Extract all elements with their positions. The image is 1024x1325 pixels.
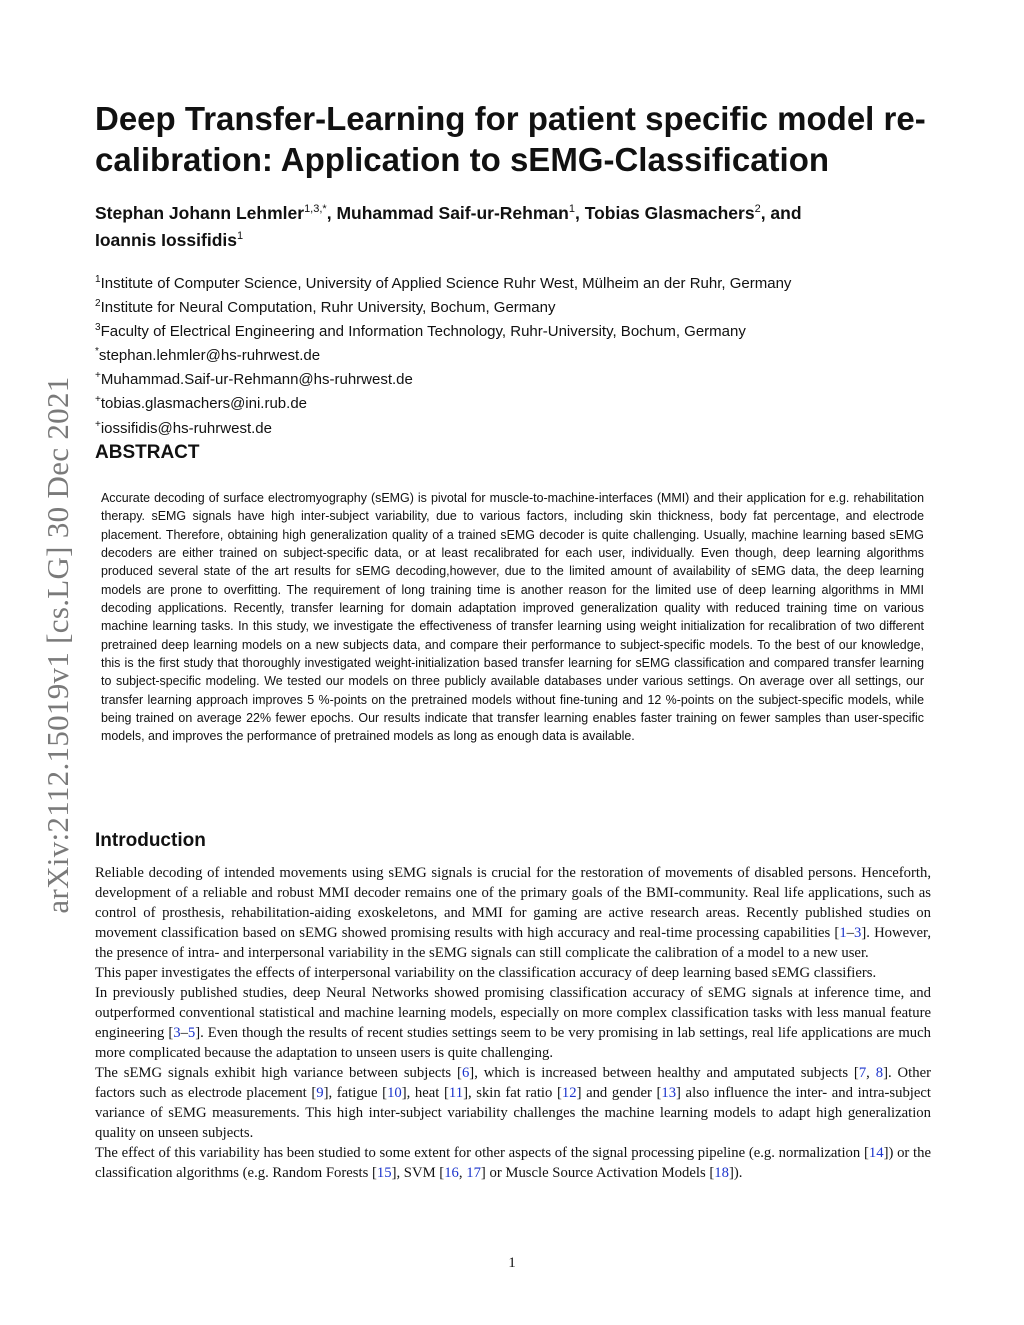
citation-link[interactable]: 13 <box>661 1085 677 1101</box>
author-affiliation-mark: 1,3,* <box>304 203 327 215</box>
paragraph-text: – <box>846 925 855 941</box>
paragraph-text: ]). <box>728 1165 743 1181</box>
citation-link[interactable]: 14 <box>868 1145 884 1161</box>
affiliation-line <box>95 390 955 414</box>
affiliation-text: Muhammad.Saif-ur-Rehmann@hs-ruhrwest.de <box>100 371 413 389</box>
paragraph-text: The sEMG signals exhibit high variance between subjects [ <box>95 1065 462 1081</box>
citation-link[interactable]: 17 <box>466 1165 481 1181</box>
citation-link[interactable]: 15 <box>376 1165 392 1181</box>
affiliation-line <box>95 415 955 439</box>
citation-link[interactable]: 5 <box>187 1025 196 1041</box>
citation-link[interactable]: 18 <box>714 1165 729 1181</box>
introduction-heading: Introduction <box>95 830 206 851</box>
paragraph-text: ], fatigue [ <box>323 1085 388 1101</box>
author-name: Stephan Johann Lehmler <box>95 202 305 223</box>
affiliation-line <box>95 366 955 390</box>
affiliation-mark: * <box>95 346 99 358</box>
paragraph-text: ]) or the classification algorithms (e.g. Random Forests [ <box>95 1145 931 1181</box>
citation-link[interactable]: 7 <box>858 1065 867 1081</box>
paragraph-text: ]. Other factors such as electrode placement [ <box>95 1065 931 1101</box>
affiliation-text: tobias.glasmachers@ini.rub.de <box>100 395 308 413</box>
author-separator: , and <box>760 202 802 223</box>
affiliation-line <box>95 270 955 294</box>
paragraph-text: , <box>866 1065 876 1081</box>
affiliation-mark: 2 <box>95 298 101 310</box>
paragraph-text: In previously published studies, deep Neural Networks showed promising classification accuracy of sEMG signals at inference time, and outperformed conventional statistical and machine learning models, especially on more complex classification tasks with less manual feature engineering [ <box>95 985 931 1041</box>
affiliation-text: stephan.lehmler@hs-ruhrwest.de <box>98 347 321 365</box>
citation-link[interactable]: 12 <box>561 1085 577 1101</box>
affiliation-mark: + <box>95 394 101 406</box>
page-number: 1 <box>508 1255 516 1271</box>
paragraph-text: The effect of this variability has been studied to some extent for other aspects of the signal processing pipeline (e.g. normalization [ <box>95 1145 869 1161</box>
paragraph-text: ], SVM [ <box>391 1165 445 1181</box>
citation-link[interactable]: 3 <box>854 925 862 941</box>
paragraph-text: This paper investigates the effects of interpersonal variability on the classification accuracy of deep learning based sEMG classifiers. <box>95 965 877 981</box>
affiliation-text: iossifidis@hs-ruhrwest.de <box>100 419 272 437</box>
author-name: Muhammad Saif-ur-Rehman <box>336 202 569 223</box>
citation-link[interactable]: 8 <box>875 1065 884 1081</box>
introduction-paragraph <box>95 983 931 1063</box>
author-affiliation-mark: 1 <box>568 203 575 215</box>
introduction-paragraph <box>95 863 931 963</box>
author-affiliation-mark: 1 <box>236 229 244 242</box>
affiliation-line <box>95 342 955 366</box>
affiliation-text: Institute of Computer Science, University of Applied Science Ruhr West, Mülheim an der Ruhr, Germany <box>100 275 792 292</box>
affiliation-list <box>95 270 955 439</box>
citation-link[interactable]: 10 <box>387 1085 402 1101</box>
abstract-heading: ABSTRACT <box>95 442 200 463</box>
affiliation-line <box>95 318 955 342</box>
paragraph-text: ] or Muscle Source Activation Models [ <box>480 1165 715 1181</box>
paragraph-text: , <box>458 1165 467 1181</box>
paper-title: Deep Transfer-Learning for patient specific model re-calibration: Application to sEMG-Classification <box>95 100 926 178</box>
introduction-body <box>95 863 931 1183</box>
abstract-text: Accurate decoding of surface electromyography (sEMG) is pivotal for muscle-to-machine-interfaces (MMI) and their application for e.g. rehabilitation therapy. sEMG signals have high inter-subject variability, due to various factors, including skin thickness, body fat percentage, and electrode placement. Therefore, obtaining high generalization quality of a trained sEMG decoder is quite challenging. Usually, machine learning based sEMG decoders are either trained on subject-specific data, or at least recalibrated for each user, individually. Even though, deep learning algorithms produced several state of the art results for sEMG decoding,however, due to the limited amount of availability of sEMG data, the deep learning models are prone to overfitting. The requirement of long training time is another reason for the limited use of deep learning algorithms in MMI decoding applications. Recently, transfer learning for domain adaptation improved generalization quality with reduced training time on various machine learning tasks. In this study, we investigate the effectiveness of transfer learning using weight initialization for recalibration of two different pretrained deep learning models on a new subjects data, and compare their performance to subject-specific models. To the best of our knowledge, this is the first study that thoroughly investigated weight-initialization based transfer learning for sEMG classification and compared transfer learning to subject-specific modeling. We tested our models on three publicly available databases under various settings. On average over all settings, our transfer learning approach improves 5 %-points on the pretrained models without fine-tuning and 12 %-points on the subject-specific models, while being trained on average 22% fewer epochs. Our results indicate that transfer learning enables faster training on fewer samples than user-specific models, and improves the performance of pretrained models as long as enough data is available. <box>101 491 924 744</box>
paragraph-text: ], skin fat ratio [ <box>463 1085 562 1101</box>
affiliation-mark: + <box>95 370 101 382</box>
author-separator: , <box>326 202 337 223</box>
paragraph-text: ]. However, the presence of intra- and interpersonal variability in the sEMG signals can still complicate the calibration of a model to a new user. <box>95 925 931 961</box>
paragraph-text: ]. Even though the results of recent studies settings seem to be very promising in lab settings, real life applications are much more complicated because the adaptation to unseen users is quite challenging. <box>95 1025 931 1061</box>
citation-link[interactable]: 11 <box>448 1085 464 1101</box>
introduction-paragraph <box>95 963 931 983</box>
paragraph-text: – <box>180 1025 188 1041</box>
citation-link[interactable]: 6 <box>461 1065 470 1081</box>
affiliation-text: Faculty of Electrical Engineering and Information Technology, Ruhr-University, Bochum, Germany <box>100 323 746 341</box>
affiliation-text: Institute for Neural Computation, Ruhr University, Bochum, Germany <box>100 299 556 317</box>
author-name: Tobias Glasmachers <box>584 202 755 223</box>
author-separator: , <box>574 202 585 223</box>
affiliation-mark: 1 <box>95 274 101 285</box>
citation-link[interactable]: 1 <box>839 925 847 941</box>
author-affiliation-mark: 2 <box>754 203 761 215</box>
paragraph-text: ] and gender [ <box>576 1085 662 1101</box>
author-name: Ioannis Iossifidis <box>95 229 237 250</box>
paragraph-text: Reliable decoding of intended movements using sEMG signals is crucial for the restoration of movements of disabled persons. Henceforth, development of a reliable and robust MMI decoder remains one of the primary goals of the BMI-community. Real life applications, such as control of prosthesis, rehabilitation-aiding exoskeletons, and MMI for gaming are active research areas. Recently published studies on movement classification based on sEMG showed promising results with high accuracy and real-time processing capabilities [ <box>95 865 931 941</box>
affiliation-line <box>95 294 955 318</box>
affiliation-mark: 3 <box>95 322 101 334</box>
affiliation-mark: + <box>95 418 101 430</box>
introduction-paragraph <box>95 1063 931 1143</box>
citation-link[interactable]: 3 <box>173 1025 181 1041</box>
arxiv-side-stamp: arXiv:2112.15019v1 [cs.LG] 30 Dec 2021 <box>40 376 75 914</box>
citation-link[interactable]: 16 <box>444 1165 459 1181</box>
paragraph-text: ], heat [ <box>401 1085 449 1101</box>
paragraph-text: ], which is increased between healthy and amputated subjects [ <box>469 1065 859 1081</box>
introduction-paragraph <box>95 1143 931 1183</box>
author-list <box>95 198 955 252</box>
citation-link[interactable]: 9 <box>316 1085 324 1101</box>
paragraph-text: ] also influence the inter- and intra-subject variance of sEMG measurements. This high inter-subject variability challenges the machine learning models to adapt high generalization quality on unseen subjects. <box>95 1085 931 1141</box>
